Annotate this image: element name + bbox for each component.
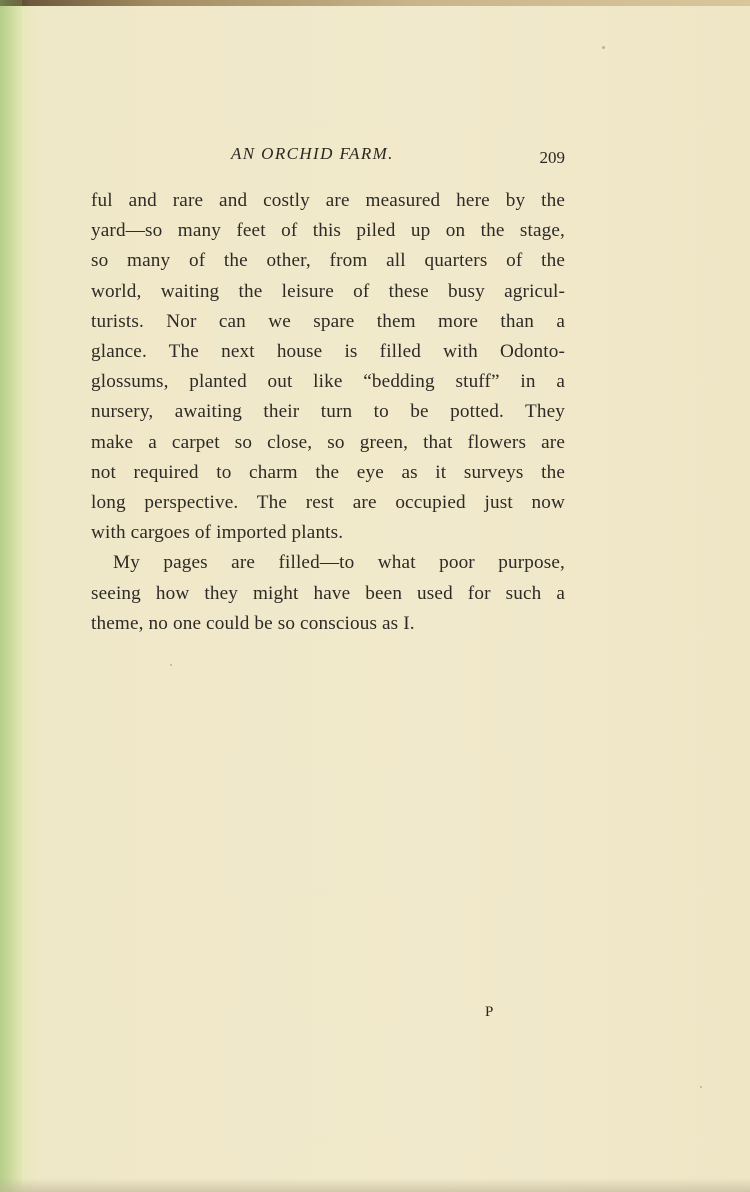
text-line: with cargoes of imported plants. [91, 522, 344, 544]
text-line: seeing how they might have been used for such a [91, 582, 565, 604]
page-gutter-shadow [0, 0, 22, 1192]
text-line: so many of the other, from all quarters of the [91, 250, 565, 272]
text-line: yard—so many feet of this piled up on the stage, [91, 220, 565, 242]
text-line: not required to charm the eye as it surveys the [91, 461, 565, 483]
paragraph-2 [91, 548, 565, 639]
running-head: AN ORCHID FARM. [231, 144, 394, 163]
text-line: theme, no one could be so conscious as I. [91, 612, 415, 634]
text-line: glance. The next house is filled with Odonto- [91, 341, 565, 363]
text-line: world, waiting the leisure of these busy agricul- [91, 280, 565, 302]
text-line: long perspective. The rest are occupied just now [91, 492, 565, 514]
text-line: glossums, planted out like “bedding stuff” in a [91, 371, 565, 393]
page-number: 209 [539, 148, 565, 167]
paragraph-1 [91, 186, 565, 548]
signature-mark: P [485, 1004, 495, 1020]
text-line: ful and rare and costly are measured here by the [91, 190, 565, 211]
text-line: turists. Nor can we spare them more than a [91, 310, 565, 332]
body-text [91, 186, 565, 639]
page-header [91, 144, 565, 170]
text-line: nursery, awaiting their turn to be potted. They [91, 401, 565, 423]
paper-speck [170, 664, 172, 666]
page-bottom-edge [0, 1178, 750, 1192]
text-line: My pages are filled—to what poor purpose, [113, 552, 565, 574]
page-top-edge [0, 0, 750, 6]
paper-speck [602, 46, 605, 49]
text-line: make a carpet so close, so green, that flowers are [91, 431, 565, 453]
paper-speck [700, 1086, 702, 1088]
